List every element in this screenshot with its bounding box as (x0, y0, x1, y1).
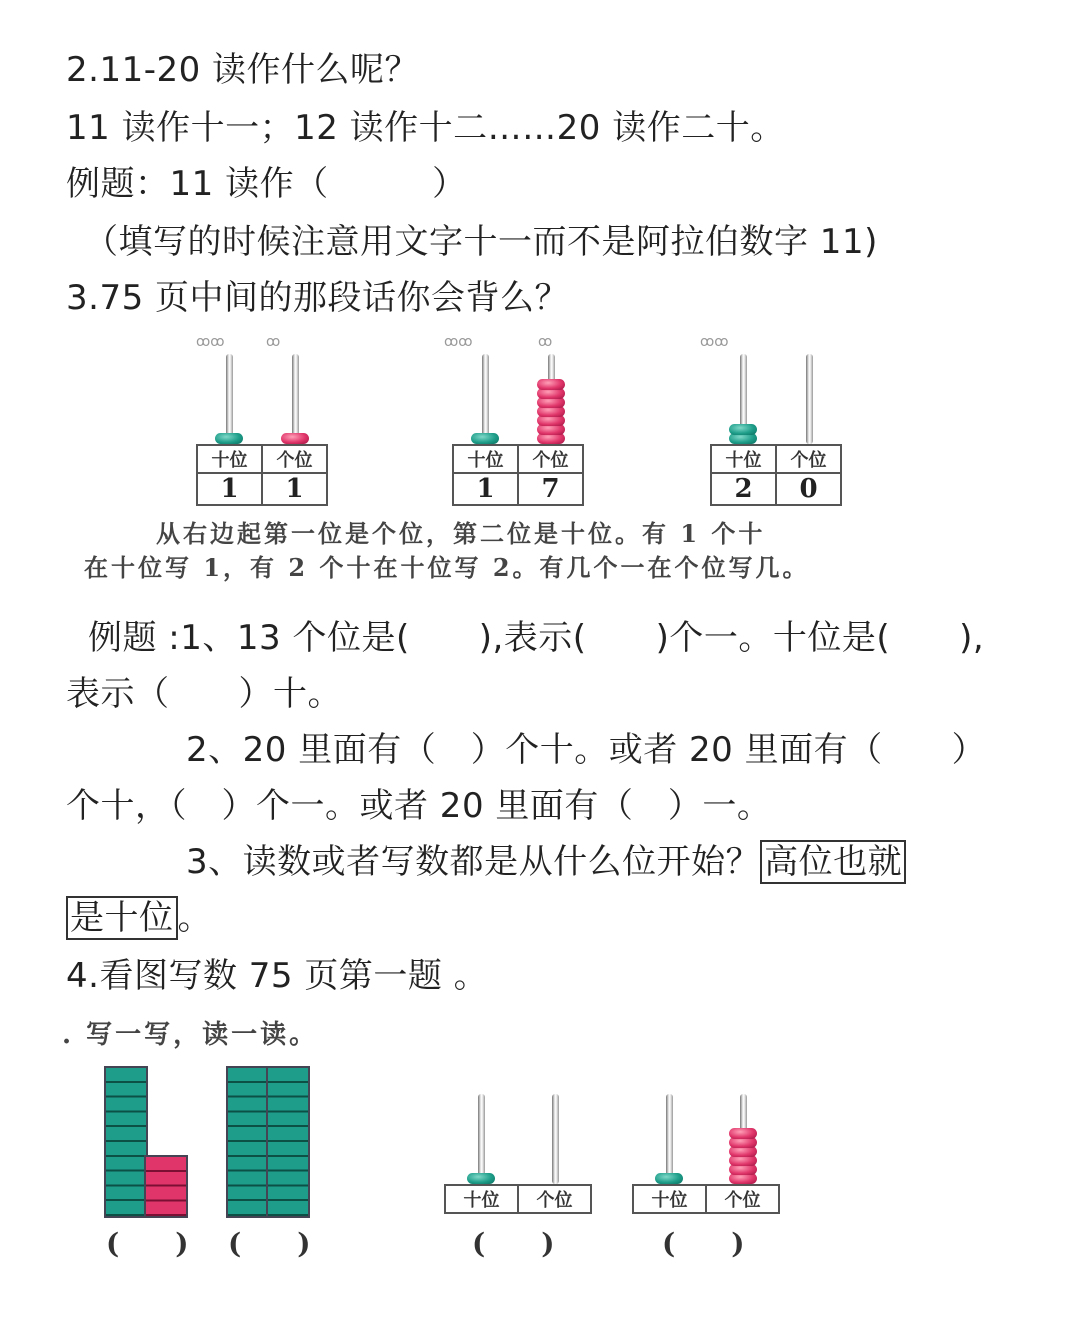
exercise-2-line2: 个十，（ ）个一。或者 20 里面有（ ）一。 (66, 786, 772, 826)
ones-header: 个位 (518, 445, 583, 473)
ones-bead (281, 433, 309, 444)
place-value-table (444, 1184, 592, 1214)
line-note: （填写的时候注意用文字十一而不是阿拉伯数字 11) (84, 222, 878, 262)
place-value-rule-line1: 从右边起第一位是个位，第二位是十位。有 1 个十 (156, 519, 766, 548)
ones-digit: 7 (518, 473, 583, 505)
place-value-table (196, 444, 328, 506)
ones-digit: 0 (776, 473, 841, 505)
tens-header: 十位 (711, 445, 776, 473)
tens-rod (666, 1094, 673, 1184)
exercise-1-line1: 例题 :1、13 个位是( ),表示( )个一。十位是( ), (88, 618, 985, 658)
place-value-table (452, 444, 584, 506)
decor-mark: ꝏꝏ (444, 334, 473, 350)
line-reading-question: 2.11-20 读作什么呢？ (66, 50, 420, 90)
ones-bead (729, 1128, 757, 1139)
exercise-2-line1: 2、20 里面有（ ）个十。或者 20 里面有（ ） (186, 730, 987, 770)
ones-header: 个位 (706, 1185, 779, 1213)
answer-parentheses: ( ) (472, 1227, 555, 1260)
ones-rod (292, 354, 299, 444)
tens-header: 十位 (445, 1185, 518, 1213)
place-value-table (632, 1184, 780, 1214)
ten-rod-cubes (226, 1066, 270, 1218)
decor-mark: ꝏꝏ (700, 334, 729, 350)
tens-bead (471, 433, 499, 444)
tens-bead (467, 1173, 495, 1184)
tens-bead (655, 1173, 683, 1184)
answer-parentheses: ( ) (106, 1227, 189, 1260)
line-reading-rule: 11 读作十一；12 读作十二……20 读作二十。 (66, 108, 785, 148)
ones-header: 个位 (262, 445, 327, 473)
line-section-4-title: 4.看图写数 75 页第一题 。 (66, 956, 489, 996)
line-example-1: 例题：11 读作（ ） (66, 164, 467, 204)
exercise-3-end: 。 (177, 898, 212, 938)
line-page-75-question: 3.75 页中间的那段话你会背么？ (66, 278, 570, 318)
ones-header: 个位 (518, 1185, 591, 1213)
ones-rod (806, 354, 813, 444)
tens-rod (482, 354, 489, 444)
tens-header: 十位 (633, 1185, 706, 1213)
decor-mark: ꝏ (538, 334, 553, 350)
ones-rod (552, 1094, 559, 1184)
instruction-write-read: . 写一写，读一读。 (62, 1020, 319, 1050)
exercise-1-line2: 表示（ ）十。 (66, 674, 342, 714)
answer-parentheses: ( ) (228, 1227, 311, 1260)
ones-header: 个位 (776, 445, 841, 473)
tens-rod (478, 1094, 485, 1184)
tens-header: 十位 (453, 445, 518, 473)
answer-parentheses: ( ) (662, 1227, 745, 1260)
ten-rod-cubes (266, 1066, 310, 1218)
place-value-rule-line2: 在十位写 1，有 2 个十在十位写 2。有几个一在个位写几。 (84, 553, 810, 582)
decor-mark: ꝏꝏ (196, 334, 225, 350)
answer-box-part1: 高位也就 (760, 840, 906, 884)
tens-rod (226, 354, 233, 444)
tens-digit: 1 (197, 473, 262, 505)
exercise-3-line1 (186, 842, 906, 882)
one-cubes (144, 1155, 188, 1218)
exercise-3-line2 (66, 898, 212, 938)
tens-digit: 1 (453, 473, 518, 505)
tens-digit: 2 (711, 473, 776, 505)
ones-digit: 1 (262, 473, 327, 505)
place-value-table (710, 444, 842, 506)
ten-rod-cubes (104, 1066, 148, 1218)
exercise-3-question: 3、读数或者写数都是从什么位开始？ (186, 842, 761, 882)
ones-bead (537, 379, 565, 390)
decor-mark: ꝏ (266, 334, 281, 350)
tens-header: 十位 (197, 445, 262, 473)
tens-bead (215, 433, 243, 444)
tens-bead (729, 424, 757, 435)
answer-box-part2: 是十位 (66, 896, 178, 940)
